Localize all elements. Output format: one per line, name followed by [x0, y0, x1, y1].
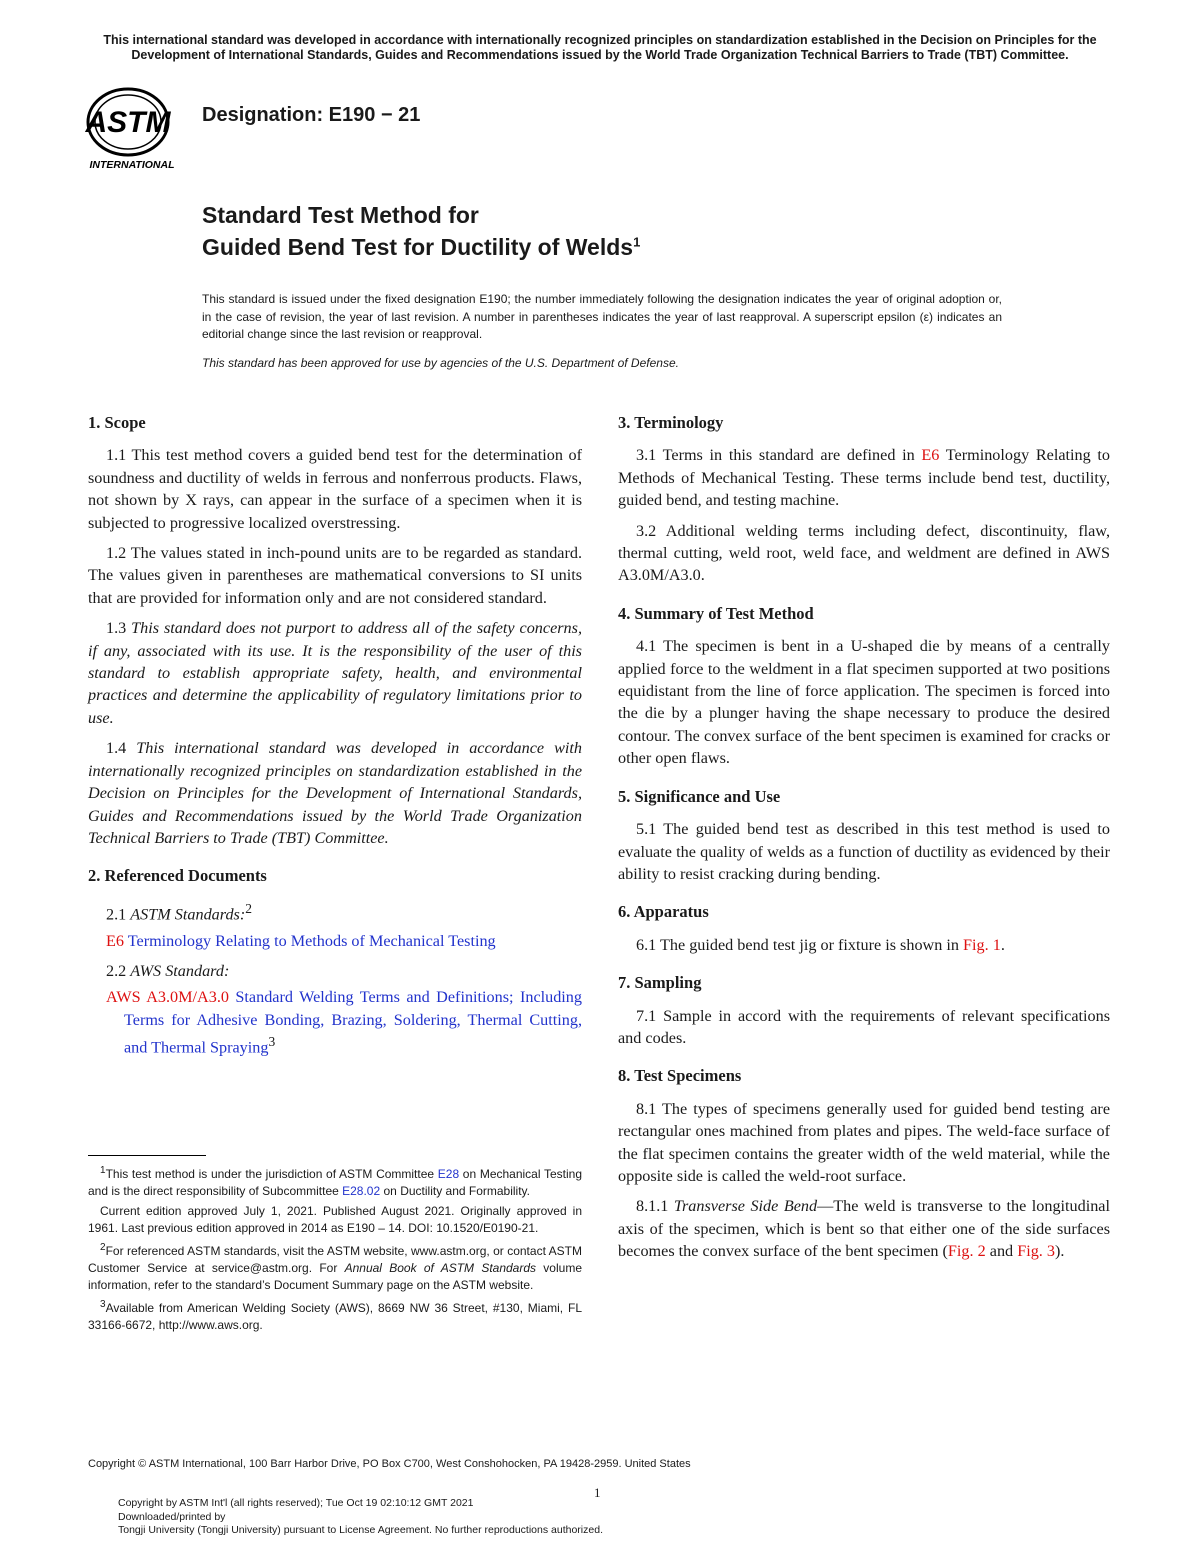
- scope-p1: 1.1 This test method covers a guided bend test for the determination of soundness and ductility of welds in ferrous and nonferrous products. Flaws, not shown by X rays, can appear in the surface of a specimen when it is subjected to progressive localized overstressing.: [88, 446, 582, 532]
- ref-e6-title[interactable]: Terminology Relating to Methods of Mechanical Testing: [127, 931, 496, 950]
- refdocs-r1-footnote-ref[interactable]: 2: [245, 900, 252, 916]
- significance-p1: 5.1 The guided bend test as described in this test method is used to evaluate the quality of welds as a function of ductility as evidenced by their ability to resist cracking during bending.: [618, 820, 1110, 883]
- footnote-2: [88, 1240, 582, 1293]
- terminology-p1-a: 3.1 Terms in this standard are defined in: [636, 446, 922, 465]
- section-significance-heading: 5. Significance and Use: [618, 786, 781, 806]
- footnote-1-edition: Current edition approved July 1, 2021. Published August 2021. Originally approved in 1961. Last previous edition approved in 2014 as E190 – 14. DOI: 10.1520/E0190-21.: [88, 1204, 582, 1235]
- download-stamp: [118, 1497, 603, 1538]
- footnote-1-a: This test method is under the jurisdiction of ASTM Committee: [105, 1167, 438, 1181]
- scope-p4-text: This international standard was developed in accordance with internationally recognized principles on standardization established in the Decision on Principles for the Development of International Standards, Guides and Recommendations issued by the World Trade Organization Technical Barriers to Trade (TBT) Committee.: [88, 739, 583, 847]
- section-terminology-heading: 3. Terminology: [618, 413, 724, 432]
- specimens-p2-b: ).: [1054, 1242, 1065, 1261]
- specimens-p1: 8.1 The types of specimens generally used for guided bend testing are rectangular ones machined from plates and pipes. The weld-face surface of the flat specimen contains the greater width of the weld material, while the opposite side is called the weld-root surface.: [618, 1099, 1110, 1185]
- section-refdocs-heading: 2. Referenced Documents: [88, 866, 267, 886]
- section-apparatus-heading: 6. Apparatus: [618, 902, 709, 922]
- footnote-3-mark: 3: [100, 1299, 106, 1311]
- scope-p3-num: 1.3: [106, 619, 132, 638]
- footnote-1-e2802-link[interactable]: E28.02: [342, 1183, 381, 1198]
- refdocs-r1: [88, 898, 582, 926]
- scope-p3-text: This standard does not purport to address all of the safety concerns, if any, associated with its use. It is the responsibility of the user of this standard to establish appropriate safety, health, and environmental practices and determine the applicability of regulatory limitations prior to use.: [88, 619, 582, 727]
- apparatus-p1-b: .: [1000, 935, 1005, 954]
- terminology-p1-b: Terminology Relating to Methods of Mechanical Testing. These terms include bend test, ductility, guided bend, and testing machine.: [618, 446, 1110, 510]
- logo-letters: ASTM: [85, 106, 171, 139]
- specimens-fig3-link[interactable]: Fig. 3: [1017, 1242, 1055, 1261]
- section-specimens-heading: 8. Test Specimens: [618, 1066, 742, 1086]
- refdocs-r1-label: ASTM Standards:: [130, 905, 246, 924]
- logo-subtitle: INTERNATIONAL: [89, 159, 175, 171]
- international-standard-notice: This international standard was developed in accordance with internationally recognized principles on standardization established in the Decision on Principles for the Development of International Standards, Guides and Recommendations issued by the World Trade Organization Technical Barriers to Trade (TBT) Committee.: [103, 33, 1097, 62]
- designation: Designation: E190 − 21: [202, 104, 421, 126]
- refdocs-r1-num: 2.1: [106, 905, 131, 924]
- left-column: [88, 412, 582, 1067]
- right-column: [618, 412, 1110, 1271]
- stamp-line-1: Copyright by ASTM Int'l (all rights reserved); Tue Oct 19 02:10:12 GMT 2021: [118, 1497, 474, 1509]
- footnote-1-b: on Mechanical Testing and is the direct responsibility of Subcommittee: [88, 1167, 582, 1198]
- title-text: Guided Bend Test for Ductility of Welds: [202, 234, 634, 260]
- summary-p1: 4.1 The specimen is bent in a U-shaped die by means of a centrally applied force to the weldment in a flat specimen supported at two positions equidistant from the line of force application. The specimen is forced into the die by a plunger having the shape necessary to produce the desired contour. The convex surface of the bent specimen is examined for cracks or other open flaws.: [618, 637, 1110, 768]
- apparatus-p1: [618, 934, 1110, 956]
- astm-logo: [80, 86, 190, 172]
- dod-note: This standard has been approved for use by agencies of the U.S. Department of Defense.: [202, 356, 679, 370]
- terminology-p2: 3.2 Additional welding terms including defect, discontinuity, flaw, thermal cutting, weld root, weld face, and weldment are defined in AWS A3.0M/A3.0.: [618, 521, 1110, 585]
- ref-aws-title[interactable]: Standard Welding Terms and Definitions; Including Terms for Adhesive Bonding, Brazing, Soldering, Thermal Cutting, and Thermal Spraying: [124, 988, 582, 1057]
- terminology-p1: [618, 444, 1110, 511]
- ref-aws-footnote-ref[interactable]: 3: [268, 1034, 276, 1050]
- specimens-p2-term: Transverse Side Bend: [673, 1197, 818, 1216]
- section-summary-heading: 4. Summary of Test Method: [618, 603, 814, 623]
- footnotes: [88, 1163, 582, 1337]
- section-sampling-heading: 7. Sampling: [618, 973, 702, 993]
- refdocs-r2-label: AWS Standard:: [130, 961, 230, 980]
- apparatus-p1-a: 6.1 The guided bend test jig or fixture is shown in: [636, 935, 964, 954]
- footnote-2-b: volume information, refer to the standard’s Document Summary page on the ASTM website.: [88, 1260, 582, 1292]
- sampling-p1: 7.1 Sample in accord with the requirements of relevant specifications and codes.: [618, 1006, 1110, 1047]
- scope-p4-num: 1.4: [106, 739, 137, 758]
- stamp-line-3: Tongji University (Tongji University) pursuant to License Agreement. No further reproductions authorized.: [118, 1524, 603, 1536]
- astm-logo-icon: [80, 86, 190, 172]
- footnote-2-book: Annual Book of ASTM Standards: [344, 1260, 537, 1275]
- footnote-2-a: For referenced ASTM standards, visit the ASTM website, www.astm.org, or contact ASTM Customer Service at service@astm.org. For: [88, 1244, 582, 1275]
- title-line-2: [202, 234, 640, 261]
- scope-p3: [88, 617, 582, 729]
- scope-p2: 1.2 The values stated in inch-pound units are to be regarded as standard. The values given in parentheses are mathematical conversions to SI units that are provided for information only and are not considered standard.: [88, 544, 582, 607]
- specimens-p2-num: 8.1.1: [636, 1197, 674, 1216]
- issued-note: This standard is issued under the fixed designation E190; the number immediately following the designation indicates the year of original adoption or, in the case of revision, the year of last revision. A number in parentheses indicates the year of last reapproval. A superscript epsilon (ε) indicates an editorial change since the last revision or reapproval.: [202, 292, 1002, 341]
- footnote-1-mark: 1: [100, 1165, 106, 1176]
- apparatus-fig1-link[interactable]: Fig. 1: [963, 935, 1001, 954]
- refdocs-r2: [88, 960, 582, 982]
- copyright-line: Copyright © ASTM International, 100 Barr Harbor Drive, PO Box C700, West Conshohocken, PA 19428-2959. United States: [88, 1458, 691, 1470]
- ref-aws-link[interactable]: AWS A3.0M/A3.0: [106, 988, 229, 1007]
- ref-e6-link[interactable]: E6: [106, 931, 124, 950]
- title-footnote-ref[interactable]: 1: [633, 234, 641, 250]
- ref-e6: [88, 930, 582, 952]
- footnote-3: [88, 1297, 582, 1333]
- stamp-line-2: Downloaded/printed by: [118, 1510, 226, 1523]
- footnote-rule: [88, 1155, 206, 1156]
- title-line-1: Standard Test Method for: [202, 202, 479, 228]
- footnote-2-mark: 2: [100, 1242, 106, 1254]
- footnote-1-e28-link[interactable]: E28: [437, 1167, 460, 1181]
- specimens-p2-and: and: [985, 1242, 1018, 1261]
- footnote-1-c: on Ductility and Formability.: [380, 1183, 531, 1198]
- page-number: 1: [594, 1485, 601, 1500]
- footnote-1: [88, 1163, 582, 1199]
- specimens-p2: [618, 1195, 1110, 1262]
- specimens-fig2-link[interactable]: Fig. 2: [947, 1242, 986, 1261]
- scope-p4: [88, 737, 582, 849]
- section-scope-heading: 1. Scope: [88, 413, 146, 432]
- footnote-3-text: Available from American Welding Society (AWS), 8669 NW 36 Street, #130, Miami, FL 33166-6672, http://www.aws.org.: [88, 1301, 582, 1332]
- specimens-p2-a: —The weld is transverse to the longitudinal axis of the specimen, which is bent so that either one of the side surfaces becomes the convex surface of the bent specimen (: [618, 1197, 1110, 1261]
- refdocs-r2-num: 2.2: [106, 961, 131, 980]
- ref-aws: [88, 986, 582, 1059]
- terminology-e6-link[interactable]: E6: [921, 446, 940, 465]
